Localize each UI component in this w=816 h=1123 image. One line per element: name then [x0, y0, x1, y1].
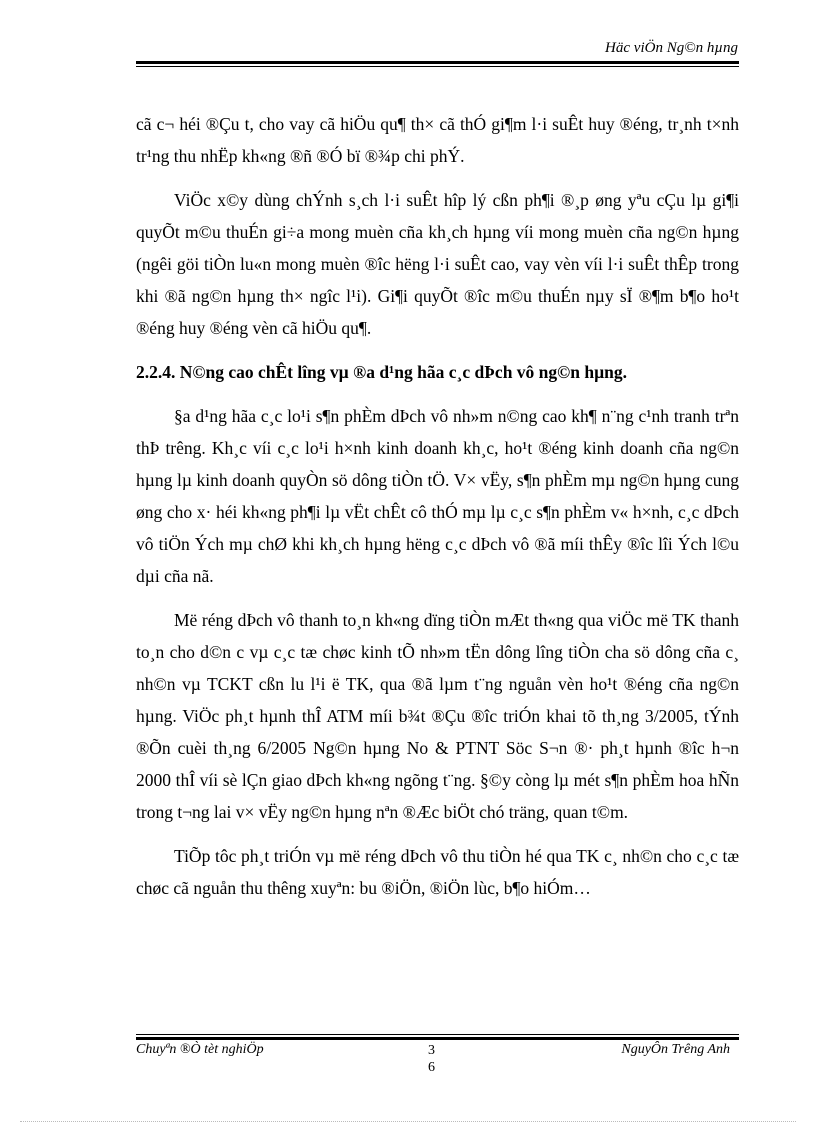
page-number-bottom: 6: [428, 1060, 435, 1075]
paragraph: cã c¬ héi ®Çu t, cho vay cã hiÖu qu¶ th× cã thÓ gi¶m l·i suÊt huy ®éng, tr¸nh t×nh tr¹ng thu nhËp kh«ng ®ñ ®Ó bï ®¾p chi phÝ.: [136, 114, 739, 166]
footer-rule-thin: [136, 1034, 739, 1035]
header-rule-thin: [136, 66, 739, 67]
footer-rule: [136, 1037, 739, 1040]
section-heading: 2.2.4. N©ng cao chÊt lîng vµ ®a d¹ng hãa c¸c dÞch vô ng©n hµng.: [136, 362, 628, 382]
paragraph: TiÕp tôc ph¸t triÓn vµ më réng dÞch vô thu tiÒn hé qua TK c¸ nh©n cho c¸c tæ chøc cã nguån thu thêng xuyªn: bu ®iÖn, ®iÖn lùc, b¶o hiÓm…: [136, 846, 739, 898]
page-edge: [20, 1121, 796, 1122]
footer-author: NguyÔn Trêng Anh: [621, 1042, 730, 1057]
page-number: [428, 1042, 435, 1076]
header-rule: [136, 61, 739, 64]
page-number-top: 3: [428, 1043, 435, 1058]
paragraph: Më réng dÞch vô thanh to¸n kh«ng dïng tiÒn mÆt th«ng qua viÖc më TK thanh to¸n cho d©n c vµ c¸c tæ chøc kinh tÕ nh»m tËn dông lîng tiÒn cha sö dông cña c¸ nh©n vµ TCKT cßn lu l¹i ë TK, qua ®ã lµm t¨ng nguån vèn ho¹t ®éng cña ng©n hµng. ViÖc ph¸t hµnh thÎ ATM míi b¾t ®Çu ®îc triÓn khai tõ th¸ng 3/2005, tÝnh ®Õn cuèi th¸ng 6/2005 Ng©n hµng No & PTNT Söc S¬n ®· ph¸t hµnh ®îc h¬n 2000 thÎ víi sè lÇn giao dÞch kh«ng ngõng t¨ng. §©y còng lµ mét s¶n phÈm hoa hÑn trong t¬ng lai v× vËy ng©n hµng nªn ®Æc biÖt chó träng, quan t©m.: [136, 610, 739, 822]
paragraph: ViÖc x©y dùng chÝnh s¸ch l·i suÊt hîp lý cßn ph¶i ®¸p øng yªu cÇu lµ gi¶i quyÕt m©u thuÉn gi÷a mong muèn cña kh¸ch hµng víi mong muèn cña ng©n hµng (ngêi göi tiÒn lu«n mong muèn ®îc hëng l·i suÊt cao, vay vèn víi l·i suÊt thÊp trong khi ®ã ng©n hµng th× ngîc l¹i). Gi¶i quyÕt ®îc m©u thuÉn nµy sÏ ®¶m b¶o ho¹t ®éng huy ®éng vèn cã hiÖu qu¶.: [136, 190, 739, 338]
footer-title: Chuyªn ®Ò tèt nghiÖp: [136, 1042, 264, 1057]
header-title: Häc viÖn Ng©n hµng: [605, 40, 738, 56]
paragraph: §a d¹ng hãa c¸c lo¹i s¶n phÈm dÞch vô nh»m n©ng cao kh¶ n¨ng c¹nh tranh trªn thÞ trêng. Kh¸c víi c¸c lo¹i h×nh kinh doanh kh¸c, ho¹t ®éng kinh doanh cña ng©n hµng lµ kinh doanh quyÒn sö dông tiÒn tÖ. V× vËy, s¶n phÈm mµ ng©n hµng cung øng cho x· héi kh«ng ph¶i lµ vËt chÊt cô thÓ mµ lµ c¸c s¶n phÈm v« h×nh, c¸c dÞch vô tiÖn Ých mµ chØ khi kh¸ch hµng hëng c¸c dÞch vô ®ã míi thÊy ®îc lîi Ých l©u dµi cña nã.: [136, 406, 739, 586]
document-body: [136, 108, 739, 904]
